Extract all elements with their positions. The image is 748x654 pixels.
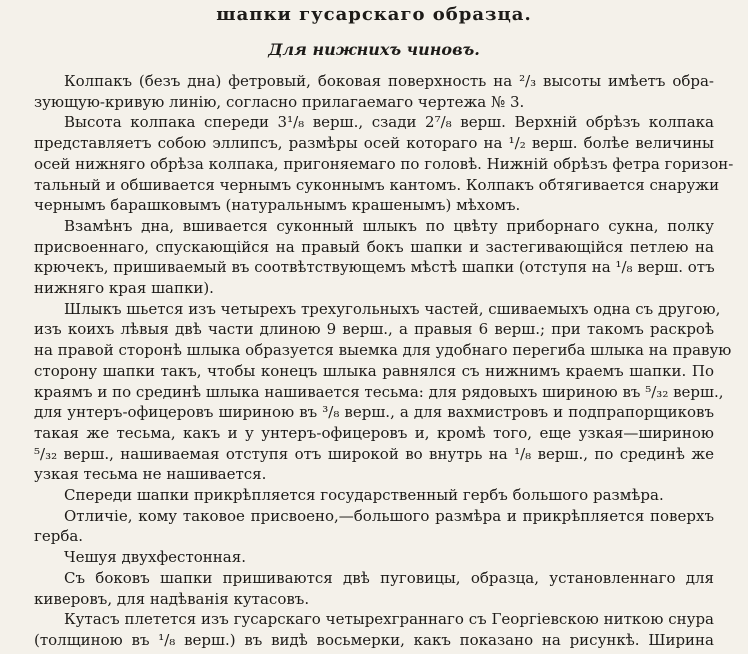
text-line: Шлыкъ шьется изъ четырехъ трехугольныхъ частей, сшиваемыхъ одна съ другою, [64,299,721,318]
text-line: Кутасъ плетется изъ гусарскаго четырехграннаго съ Георгіевскою ниткою снура [64,610,714,629]
text-line: такая же тесьма, какъ и у унтеръ-офицеровъ и, кромѣ того, еще узкая—шириною [34,423,714,442]
text-line: для унтеръ-офицеровъ шириною въ ³/₈ верш., а для вахмистровъ и подпрапорщиковъ [34,403,714,422]
text-line: Высота колпака спереди 3¹/₈ верш., сзади 2⁷/₈ верш. Верхній обрѣзъ колпака [64,113,714,132]
text-line: Колпакъ (безъ дна) фетровый, боковая поверхность на ²/₃ высоты имѣетъ обра- [64,72,714,90]
section-subtitle: Для нижнихъ чиновъ. [268,40,480,59]
text-line: тальный и обшивается чернымъ суконнымъ кантомъ. Колпакъ обтягивается снаружи [34,175,720,194]
text-line: узкая тесьма не нашивается. [34,465,267,484]
text-line: представляетъ собою эллипсъ, размѣры осей котораго на ¹/₂ верш. болѣе величины [34,134,714,153]
text-line: крючекъ, пришиваемый въ соотвѣтствующемъ мѣстѣ шапки (отступя на ¹/₈ верш. отъ [34,258,715,277]
text-line: изъ коихъ лѣвыя двѣ части длиною 9 верш., а правыя 6 верш.; при такомъ раскроѣ [34,320,714,339]
text-line: киверовъ, для надѣванія кутасовъ. [34,589,310,608]
text-line: ⁵/₃₂ верш., нашиваемая отступя отъ широкой во внутрь на ¹/₈ верш., по срединѣ же [34,444,714,463]
text-line: осей нижняго обрѣза колпака, пригоняемаго по головѣ. Нижній обрѣзъ фетра горизон- [34,154,734,173]
text-line: присвоеннаго, спускающійся на правый бокъ шапки и застегивающійся петлею на [34,237,714,256]
text-line: нижняго края шапки). [34,279,214,297]
text-line: чернымъ барашковымъ (натуральнымъ крашенымъ) мѣхомъ. [34,196,521,215]
text-line: Чешуя двухфестонная. [64,548,246,567]
text-line: сторону шапки такъ, чтобы конецъ шлыка равнялся съ нижнимъ краемъ шапки. По [34,361,714,380]
text-line: (толщиною въ ¹/₈ верш.) въ видѣ восьмерки, какъ показано на рисункѣ. Ширина [34,630,714,649]
section-title: шапки гусарскаго образца. [216,4,532,25]
text-line: Взамѣнъ дна, вшивается суконный шлыкъ по цвѣту приборнаго сукна, полку [64,216,714,235]
text-line: зующую-кривую линію, согласно прилагаемаго чертежа № 3. [34,92,525,111]
text-line: Отличіе, кому таковое присвоено,—большого размѣра и прикрѣпляется поверхъ [64,506,714,525]
text-line: краямъ и по срединѣ шлыка нашивается тесьма: для рядовыхъ шириною въ ⁵/₃₂ верш., [34,382,724,401]
text-line: Съ боковъ шапки пришиваются двѣ пуговицы, образца, установленнаго для [64,568,714,587]
text-line: Спереди шапки прикрѣпляется государственный гербъ большого размѣра. [64,486,664,504]
text-line: на правой сторонѣ шлыка образуется выемка для удобнаго перегиба шлыка на правую [34,341,732,360]
text-line: герба. [34,527,84,546]
